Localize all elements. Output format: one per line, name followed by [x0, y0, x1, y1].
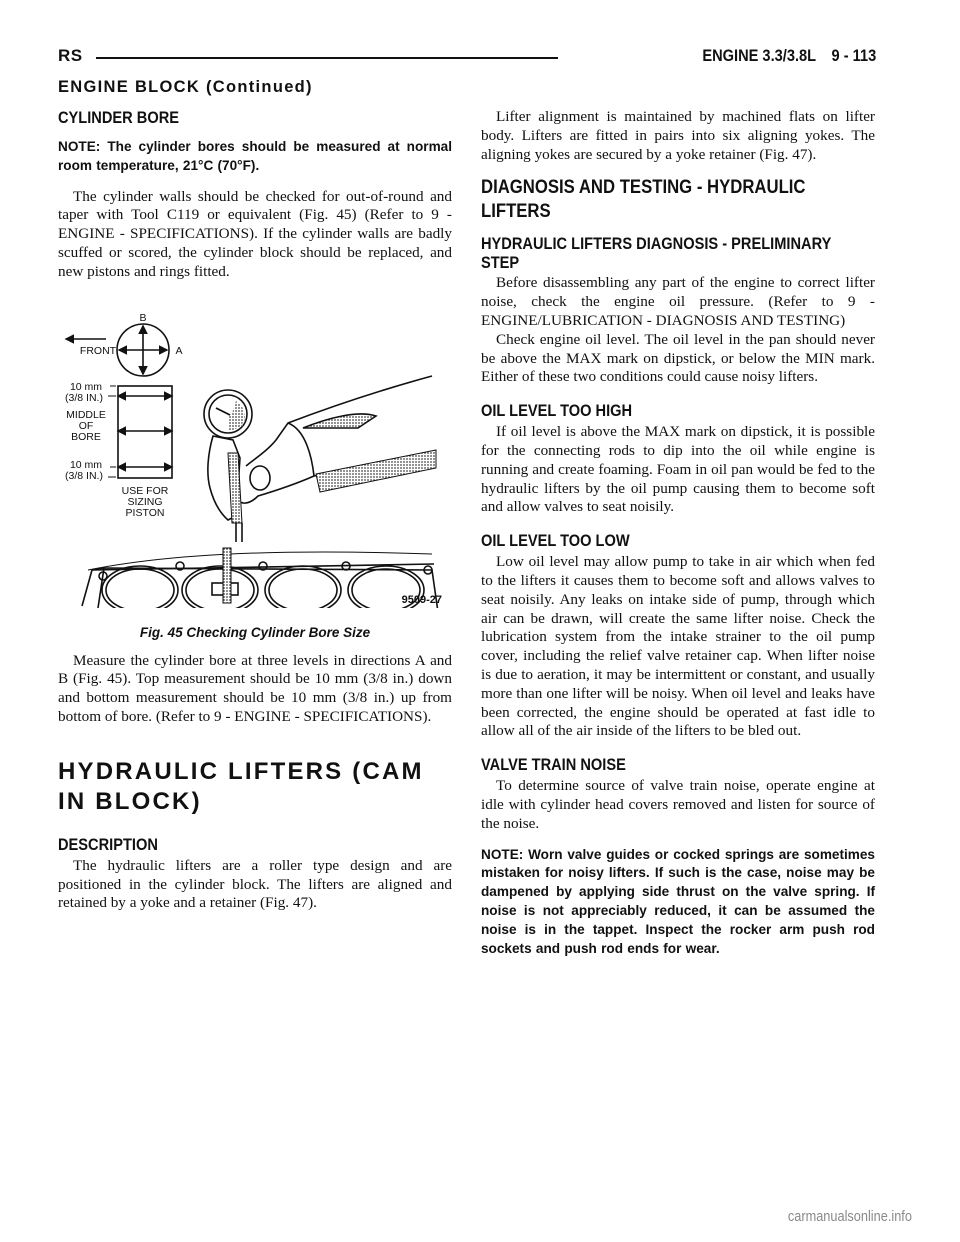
figure-caption: Fig. 45 Checking Cylinder Bore Size	[139, 624, 371, 640]
note-cylinder-bore-temperature: NOTE: The cylinder bores should be measured at normal room temperature, 21°C (70°F).	[58, 139, 452, 173]
label-top-mm: 10 mm	[69, 380, 103, 393]
figure-id: 9509-27	[401, 593, 442, 606]
para-preliminary-2: Check engine oil level. The oil level in the pan should never be above the MAX mark on dipstick, or below the MIN mark. Either of these two conditions could cause noisy lifters.	[481, 330, 875, 386]
heading-description: DESCRIPTION	[58, 834, 158, 854]
para-cylinder-walls: The cylinder walls should be checked for out-of-round and taper with Tool C119 or equivalent (Fig. 45) (Refer to 9 - ENGINE - SPECIFICATIONS). If the cylinder walls are badly scuffed or scored, the cylinder block should be replaced, and new pistons and rings fitted.	[58, 187, 452, 280]
heading-oil-too-low: OIL LEVEL TOO LOW	[481, 531, 630, 551]
heading-cylinder-bore: CYLINDER BORE	[58, 108, 180, 127]
label-use-2: SIZING	[127, 495, 163, 508]
label-bottom-in: (3/8 IN.)	[65, 469, 103, 482]
para-oil-too-low: Low oil level may allow pump to take in air which when fed to the lifters it causes them to become soft and allows valves to seat noisily. Any leaks on intake side of pump, through which air can be drawn, will create the same lifter noise. Check the lubrication system from the intake strainer to the oil pump cover, including the relief valve retainer cap. When lifter noise is due to aeration, it may be intermittent or constant, and usually more than one lifter will be noisy. When oil level and leaks have been corrected, the engine should be operated at fast idle to allow all of the air inside of the lifters to be bled out.	[481, 553, 875, 740]
heading-diagnosis-testing: DIAGNOSIS AND TESTING - HYDRAULIC LIFTERS	[481, 177, 806, 223]
right-column	[481, 108, 875, 958]
page-number: 9 - 113	[831, 46, 876, 65]
label-use-3: PISTON	[125, 506, 165, 519]
heading-preliminary-step: HYDRAULIC LIFTERS DIAGNOSIS - PRELIMINARY STEP	[481, 234, 832, 273]
para-valve-train-noise: To determine source of valve train noise, operate engine at idle with cylinder head covers removed and listen for source of the noise.	[481, 777, 875, 832]
header-chapter: ENGINE 3.3/3.8L	[702, 46, 816, 65]
heading-oil-too-high: OIL LEVEL TOO HIGH	[481, 401, 633, 421]
cylinder-bore-illustration	[58, 308, 452, 608]
continued-heading: ENGINE BLOCK (Continued)	[58, 78, 313, 96]
label-front: FRONT	[79, 344, 117, 357]
figure-45-cylinder-bore	[58, 308, 452, 608]
watermark: carmanualsonline.info	[787, 1208, 912, 1225]
label-top-in: (3/8 IN.)	[65, 391, 103, 404]
para-lifter-alignment: Lifter alignment is maintained by machined flats on lifter body. Lifters are fitted in pairs into six aligning yokes. The aligning yokes are secured by a yoke retainer (Fig. 47).	[481, 108, 875, 163]
para-oil-too-high: If oil level is above the MAX mark on dipstick, it is possible for the connecting rods to dip into the oil while engine is running and create foaming. Foam in oil pan would be fed to the hydraulic lifters by the oil pump causing them to become soft and allow valves to seat noisily.	[481, 423, 875, 516]
label-bottom-mm: 10 mm	[69, 458, 103, 471]
para-measure-bore: Measure the cylinder bore at three levels in directions A and B (Fig. 45). Top measurement should be 10 mm (3/8 in.) down and bottom measurement should be 10 mm (3/8 in.) up from bottom of bore. (Refer to 9 - ENGINE - SPECIFICATIONS).	[58, 651, 452, 725]
label-middle-1: MIDDLE	[66, 408, 106, 421]
heading-valve-train-noise: VALVE TRAIN NOISE	[481, 755, 626, 775]
header-rule	[96, 57, 558, 59]
para-lifters-description: The hydraulic lifters are a roller type design and are positioned in the cylinder block. The lifters are aligned and retained by a yoke and a retainer (Fig. 47).	[58, 856, 452, 912]
figure-id-row	[58, 593, 452, 630]
header-section-code: RS	[58, 46, 83, 65]
para-preliminary-1: Before disassembling any part of the engine to correct lifter noise, check the engine oil pressure. (Refer to 9 - ENGINE/LUBRICATION - DIAGNOSIS AND TESTING)	[481, 274, 875, 329]
label-middle-3: BORE	[71, 430, 101, 443]
label-a: A	[175, 344, 183, 357]
label-use-1: USE FOR	[121, 484, 169, 497]
label-middle-2: OF	[78, 419, 94, 432]
note-valve-train: NOTE: Worn valve guides or cocked springs are sometimes mistaken for noisy lifters. If such is the case, noise may be dampened by applying side thrust on the valve spring. If noise is not appreciably reduced, it can be assumed the noise is in the tappet. Inspect the rocker arm push rod sockets and push rod ends for wear.	[481, 846, 875, 956]
running-header	[58, 46, 876, 76]
label-b: B	[139, 311, 147, 324]
heading-hydraulic-lifters: HYDRAULIC LIFTERS (CAM IN BLOCK)	[58, 757, 424, 815]
left-column	[58, 108, 452, 913]
header-title	[702, 46, 876, 66]
